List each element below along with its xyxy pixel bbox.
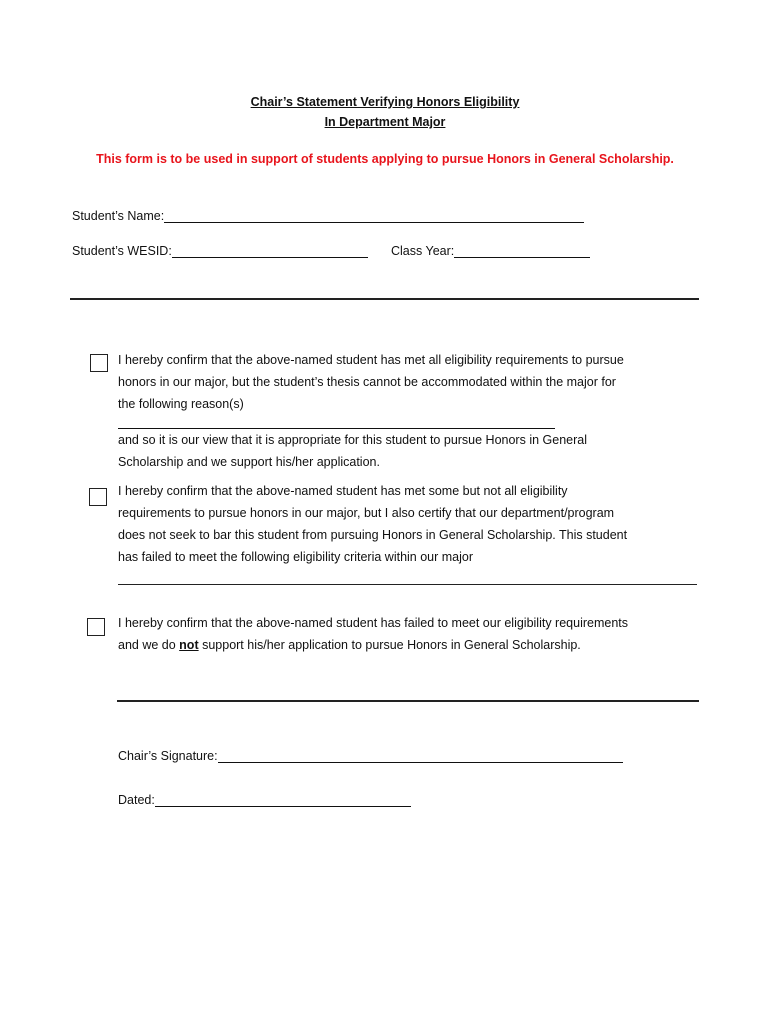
form-notice: This form is to be used in support of students applying to pursue Honors in General Scholarship.: [96, 152, 674, 166]
class-year-row: [391, 244, 590, 258]
signature-field[interactable]: [218, 749, 623, 763]
signature-label: Chair’s Signature:: [118, 749, 218, 763]
form-subtitle: In Department Major: [324, 115, 446, 129]
option-2-text: I hereby confirm that the above-named student has met some but not all eligibility requirements to pursue honors in our major, but I also certify that our department/program does not seek to bar this student from pursuing Honors in General Scholarship. This student has failed to meet the following eligibility criteria within our major: [118, 484, 628, 564]
option-2-checkbox[interactable]: [89, 488, 107, 506]
student-wesid-row: [72, 244, 368, 258]
student-name-label: Student’s Name:: [72, 209, 165, 223]
dated-field[interactable]: [155, 793, 411, 807]
dated-row: [118, 793, 411, 807]
signature-row: [118, 749, 623, 763]
option-3-checkbox[interactable]: [87, 618, 105, 636]
option-2-criteria-field[interactable]: [118, 584, 697, 585]
option-3-text: I hereby confirm that the above-named student has failed to meet our eligibility requirements and we do not support his/her application to pursue Honors in General Scholarship.: [118, 616, 628, 652]
section-divider: [70, 298, 699, 300]
class-year-field[interactable]: [454, 244, 590, 258]
student-wesid-field[interactable]: [172, 244, 368, 258]
emphasis-not: not: [179, 638, 199, 652]
option-1-text: I hereby confirm that the above-named student has met all eligibility requirements to pursue honors in our major, but the student’s thesis cannot be accommodated within the major for the following reason(s) and so it is our view that it is appropriate for this student to pursue Honors in General Scholarship and we support his/her application.: [118, 353, 624, 469]
signature-divider: [117, 700, 699, 702]
option-1-reason-field[interactable]: [118, 415, 555, 429]
option-1-checkbox[interactable]: [90, 354, 108, 372]
student-name-field[interactable]: [164, 209, 584, 223]
form-title: Chair’s Statement Verifying Honors Eligibility: [250, 95, 520, 109]
dated-label: Dated:: [118, 793, 155, 807]
class-year-label: Class Year:: [391, 244, 455, 258]
student-wesid-label: Student’s WESID:: [72, 244, 172, 258]
student-name-row: [72, 209, 584, 223]
